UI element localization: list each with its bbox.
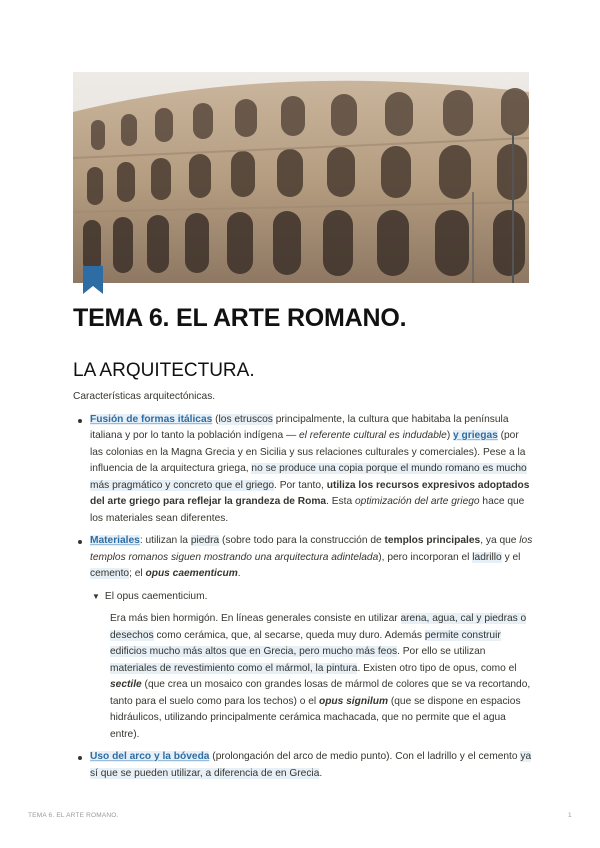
toggle-block xyxy=(90,589,533,744)
page-title: TEMA 6. EL ARTE ROMANO. xyxy=(73,304,407,332)
link-griegas[interactable]: y griegas xyxy=(453,430,498,441)
footer-title: TEMA 6. EL ARTE ROMANO. xyxy=(28,812,119,819)
link-arco-boveda[interactable]: Uso del arco y la bóveda xyxy=(90,751,210,762)
bullet-item: Fusión de formas itálicas (los etruscos principalmente, la cultura que habitaba la península italiana y por lo tanto la población indígena — el referente cultural es indudable) y griegas (por las colonias en la Magna Grecia y en Sicilia y sus relaciones culturales y comerciales). Pese a la influencia de la arquitectura griega, no se produce una copia porque el mundo romano es mucho más pragmático y concreto que el griego. Por tanto, utiliza los recursos expresivos adoptados del arte griego para reflejar la grandeza de Roma. Esta optimización del arte griego hace que los materiales sean diferentes. xyxy=(73,412,533,528)
colosseum-photo xyxy=(73,72,529,283)
toggle-body: Era más bien hormigón. En líneas generales consiste en utilizar arena, agua, cal y piedras o desechos como cerámica, que, al secarse, queda muy duro. Además permite construir edificios mucho más altos que en Grecia, pero mucho más feos. Por ello se utilizan materiales de revestimiento como el mármol, la pintura. Existen otro tipo de opus, como el sectile (que crea un mosaico con grandes losas de mármol de colores que se va recortando, tanto para el suelo como para los techos) o el opus signilum (que se dispone en espacios hidráulicos, utilizando principalmente cerámica machacada, que no permite que el agua entre). xyxy=(110,613,531,740)
toggle-header[interactable] xyxy=(92,589,533,606)
bullet-item: Materiales: utilizan la piedra (sobre todo para la construcción de templos principales, ya que los templos romanos siguen mostrando una arquitectura adintelada), pero incorporan el ladrillo y el cemento; el opus caementicum. ▼ El opus caementicium. Era más bien hormigón. En líneas generales consiste en utilizar arena, agua, cal y piedras o desechos como cerámica, que, al secarse, queda muy duro. Además permite construir edificios mucho más altos que en Grecia, pero mucho más feos. Por ello se utilizan materiales de revestimiento como el mármol, la pintura. Existen otro tipo de opus, como el sectile (que crea un mosaico con grandes losas de mármol de colores que se va recortando, tanto para el suelo como para los techos) o el opus signilum (que se dispone en espacios hidráulicos, utilizando principalmente cerámica machacada, que no permite que el agua entre). xyxy=(73,533,533,743)
section-heading: LA ARQUITECTURA. xyxy=(73,360,255,381)
bullet-list xyxy=(73,412,533,783)
page-content xyxy=(73,389,533,788)
link-formas-italicas[interactable]: Fusión de formas itálicas xyxy=(90,413,213,425)
cover-image xyxy=(73,72,529,283)
toggle-title: El opus caementicium. xyxy=(104,590,208,602)
bullet-item: Uso del arco y la bóveda (prolongación del arco de medio punto). Con el ladrillo y el cemento ya sí que se pueden utilizar, a diferencia de en Grecia. xyxy=(73,749,533,782)
page-number: 1 xyxy=(568,812,572,819)
bookmark-icon xyxy=(83,266,103,294)
intro-text: Características arquitectónicas. xyxy=(73,391,216,402)
link-materiales[interactable]: Materiales xyxy=(90,535,140,546)
triangle-down-icon[interactable]: ▼ xyxy=(92,591,100,601)
